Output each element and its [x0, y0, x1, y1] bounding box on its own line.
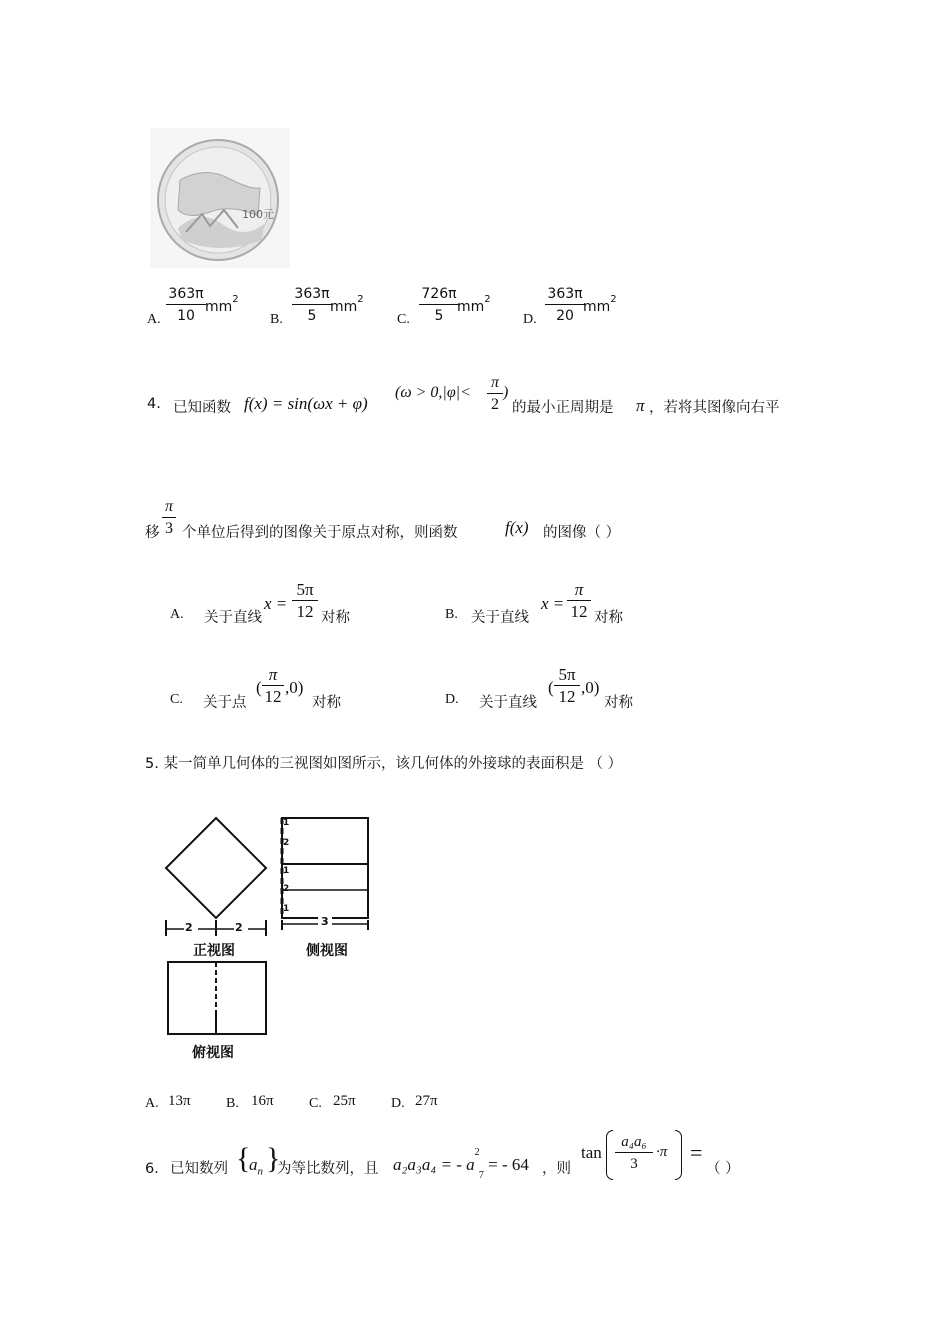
- q5-option-a-value: 13π: [168, 1093, 191, 1109]
- front-view-label: 正视图: [193, 943, 235, 959]
- q5-option-d-value: 27π: [415, 1093, 438, 1109]
- front-dim-left: 2: [185, 921, 193, 934]
- q5-option-d-label: D.: [391, 1096, 405, 1111]
- q5-option-c-label: C.: [309, 1096, 322, 1111]
- q5-option-c-value: 25π: [333, 1093, 356, 1109]
- side-dim-3: 1: [283, 866, 290, 876]
- q4-tail-text: ，若将其图像向右平: [649, 400, 780, 416]
- q4-mid-text: 的最小正周期是: [512, 400, 614, 416]
- q6-sequence: $a_n$: [249, 1155, 263, 1178]
- q4-intro: 已知函数: [173, 400, 231, 416]
- q4-condition: (ω > 0,|φ|<: [395, 384, 471, 401]
- front-dim-right: 2: [235, 921, 243, 934]
- q4-option-b-fraction: $\frac{\pi}{12}$: [567, 580, 591, 623]
- q3-option-d-label: D.: [523, 312, 537, 327]
- q3-option-a-label: A.: [147, 312, 161, 327]
- q6-intro: 已知数列: [170, 1161, 228, 1177]
- q4-option-b-label: B.: [445, 607, 458, 622]
- q5-text: 5. 某一简单几何体的三视图如图所示，该几何体的外接球的表面积是 （ ）: [145, 756, 623, 772]
- q3-option-b-fraction: $\frac{363\pi}{5}$: [292, 284, 332, 327]
- side-dim-bottom: 3: [321, 915, 329, 928]
- q6-number: 6．: [145, 1161, 169, 1177]
- q5-option-a-label: A.: [145, 1096, 159, 1111]
- q6-mid: 为等比数列，且: [277, 1161, 379, 1177]
- three-view-figure: [160, 810, 380, 1070]
- q4-condition-fraction: $\frac{\pi}{2}$: [487, 373, 503, 416]
- side-view-label: 侧视图: [306, 943, 348, 959]
- q4-fx: f(x): [505, 518, 529, 537]
- q3-option-b-label: B.: [270, 312, 283, 327]
- q5-option-b-value: 16π: [251, 1093, 274, 1109]
- q6-tan: tan: [581, 1143, 602, 1162]
- coin-value: 100元: [242, 208, 274, 221]
- top-view-label: 俯视图: [192, 1045, 234, 1061]
- q6-equals: =: [690, 1140, 703, 1165]
- side-view-rect: [282, 818, 368, 918]
- coin-image: [150, 128, 290, 268]
- q4-line2-start: 移: [145, 525, 160, 541]
- q6-blank: （ ）: [706, 1161, 740, 1177]
- q4-number: 4.: [147, 396, 161, 412]
- q6-fraction: $\frac{\text{a₄a₆}}{3}$: [615, 1132, 653, 1175]
- q4-shift-fraction: $\frac{\pi}{3}$: [162, 497, 176, 540]
- side-dim-2: 2: [283, 838, 290, 848]
- q4-option-d-fraction: $\frac{5\pi}{12}$: [554, 665, 580, 708]
- q4-option-a-fraction: $\frac{5\pi}{12}$: [292, 580, 318, 623]
- q4-period: π: [636, 396, 645, 415]
- q3-option-d-fraction: $\frac{363\pi}{20}$: [545, 284, 585, 327]
- q4-function: f(x) = sin(ωx + φ): [244, 394, 368, 413]
- q6-equation: a₂a₃a₄ = - a 2 $_7$ = - 64: [393, 1147, 529, 1182]
- q4-option-d-label: D.: [445, 692, 459, 707]
- front-view-diamond: [166, 818, 266, 918]
- side-dim-1: 1: [283, 818, 290, 828]
- q4-option-c-fraction: $\frac{\pi}{12}$: [262, 665, 284, 708]
- q6-then: ，则: [542, 1161, 571, 1177]
- q4-line2-mid: 个单位后得到的图像关于原点对称，则函数: [182, 525, 458, 541]
- side-dim-5: 1: [283, 904, 290, 914]
- q3-option-a-fraction: $\frac{363\pi}{10}$: [166, 284, 206, 327]
- q3-option-c-label: C.: [397, 312, 410, 327]
- q4-option-a-label: A.: [170, 607, 184, 622]
- q5-option-b-label: B.: [226, 1096, 239, 1111]
- q4-option-c-label: C.: [170, 692, 183, 707]
- q4-line2-end: 的图像（ ）: [543, 525, 621, 541]
- side-dim-4: 2: [283, 884, 290, 894]
- q3-option-c-fraction: $\frac{726\pi}{5}$: [419, 284, 459, 327]
